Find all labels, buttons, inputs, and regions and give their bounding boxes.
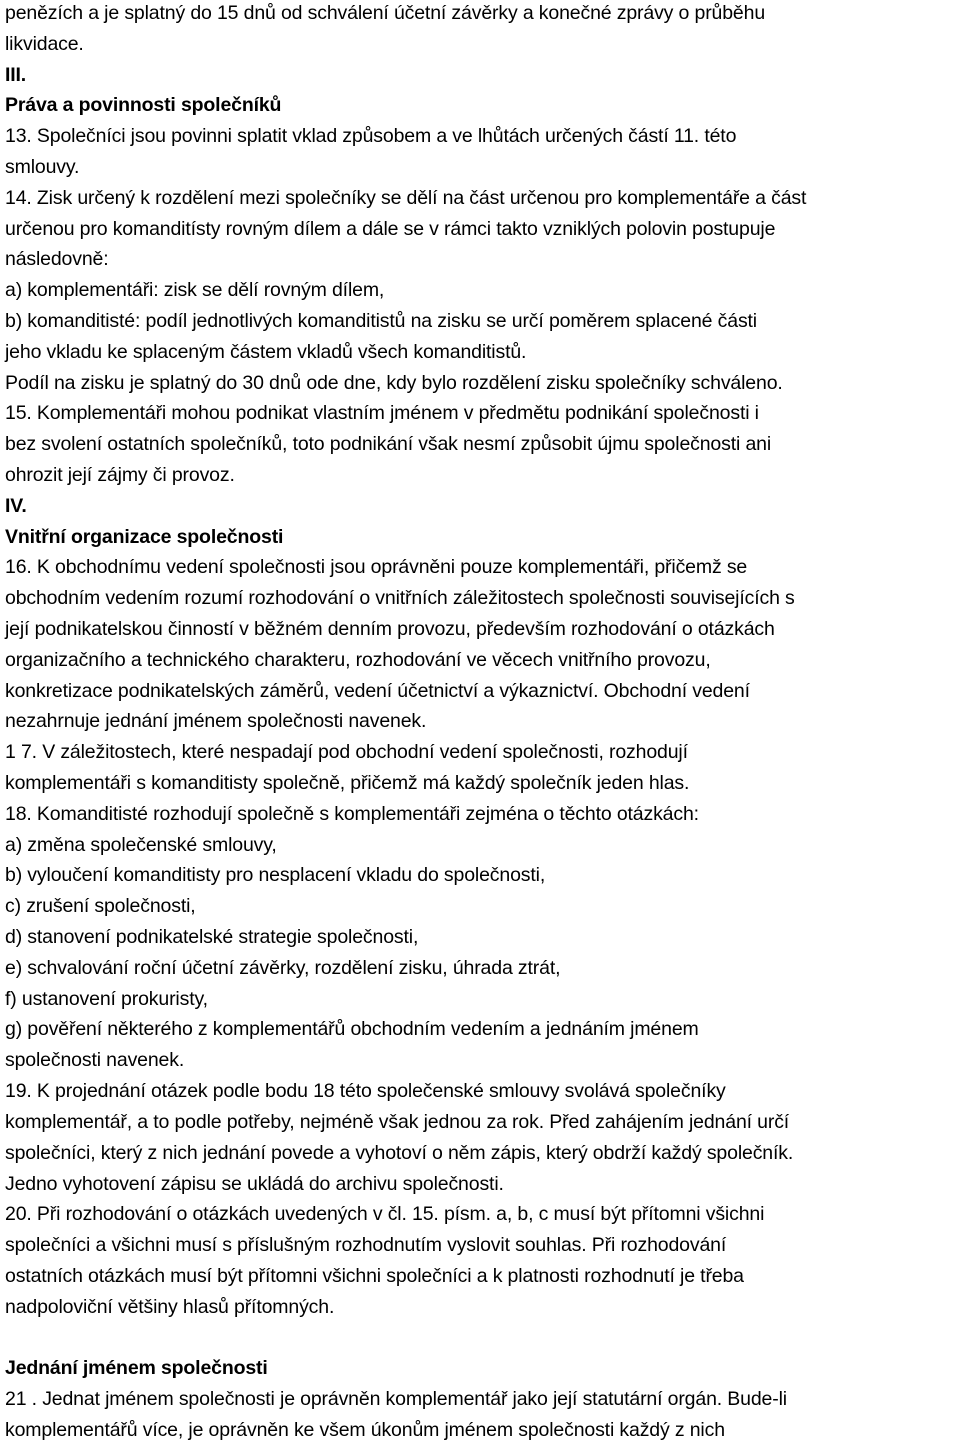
- list-item: g) pověření některého z komplementářů obchodním vedením a jednáním jménem: [5, 1018, 699, 1040]
- text-line: nadpoloviční většiny hlasů přítomných.: [5, 1296, 335, 1318]
- text-line: komplementáři s komanditisty společně, přičemž má každý společník jeden hlas.: [5, 772, 690, 794]
- text-line: 18. Komanditisté rozhodují společně s komplementáři zejména o těchto otázkách:: [5, 803, 699, 825]
- text-line: 16. K obchodnímu vedení společnosti jsou oprávněni pouze komplementáři, přičemž se: [5, 556, 748, 578]
- text-line: komplementář, a to podle potřeby, nejméně však jednou za rok. Před zahájením jednání určí: [5, 1111, 790, 1133]
- text-line: konkretizace podnikatelských záměrů, vedení účetnictví a výkaznictví. Obchodní vedení: [5, 680, 750, 702]
- text-line: ostatních otázkách musí být přítomni všichni společníci a k platnosti rozhodnutí je třeba: [5, 1265, 744, 1287]
- text-line: společníci a všichni musí s příslušným rozhodnutím vyslovit souhlas. Při rozhodování: [5, 1234, 727, 1256]
- text-line: a) komplementáři: zisk se dělí rovným dílem,: [5, 279, 385, 301]
- text-line: organizačního a technického charakteru, rozhodování ve věcech vnitřního provozu,: [5, 649, 711, 671]
- section-number: IV.: [5, 495, 27, 517]
- section-number: III.: [5, 64, 27, 86]
- list-item: c) zrušení společnosti,: [5, 895, 196, 917]
- text-line: 19. K projednání otázek podle bodu 18 této společenské smlouvy svolává společníky: [5, 1080, 726, 1102]
- list-item: d) stanovení podnikatelské strategie společnosti,: [5, 926, 419, 948]
- section-heading: Jednání jménem společnosti: [5, 1357, 268, 1379]
- text-line: Podíl na zisku je splatný do 30 dnů ode dne, kdy bylo rozdělení zisku společníky schváleno.: [5, 372, 783, 394]
- section-heading: Práva a povinnosti společníků: [5, 94, 282, 116]
- text-line: penězích a je splatný do 15 dnů od schválení účetní závěrky a konečné zprávy o průběhu: [5, 2, 766, 24]
- list-item: f) ustanovení prokuristy,: [5, 988, 208, 1010]
- text-line: 1 7. V záležitostech, které nespadají pod obchodní vedení společnosti, rozhodují: [5, 741, 688, 763]
- text-line: bez svolení ostatních společníků, toto podnikání však nesmí způsobit újmu společnosti ani: [5, 433, 772, 455]
- text-line: komplementářů více, je oprávněn ke všem úkonům jménem společnosti každý z nich: [5, 1419, 725, 1441]
- text-line: společnosti navenek.: [5, 1049, 185, 1071]
- text-line: 13. Společníci jsou povinni splatit vklad způsobem a ve lhůtách určených částí 11. této: [5, 125, 737, 147]
- text-line: její podnikatelskou činností v běžném denním provozu, především rozhodování o otázkách: [5, 618, 775, 640]
- text-line: následovně:: [5, 248, 109, 270]
- text-line: jeho vkladu ke splaceným částem vkladů všech komanditistů.: [5, 341, 527, 363]
- text-line: 20. Při rozhodování o otázkách uvedených v čl. 15. písm. a, b, c musí být přítomni všichni: [5, 1203, 765, 1225]
- list-item: e) schvalování roční účetní závěrky, rozdělení zisku, úhrada ztrát,: [5, 957, 561, 979]
- section-heading: Vnitřní organizace společnosti: [5, 526, 284, 548]
- list-item: b) vyloučení komanditisty pro nesplacení vkladu do společnosti,: [5, 864, 546, 886]
- text-line: ohrozit její zájmy či provoz.: [5, 464, 235, 486]
- text-line: určenou pro komanditísty rovným dílem a dále se v rámci takto vzniklých polovin postupuje: [5, 218, 776, 240]
- text-line: b) komanditisté: podíl jednotlivých komanditistů na zisku se určí poměrem splacené části: [5, 310, 757, 332]
- text-line: 14. Zisk určený k rozdělení mezi společníky se dělí na část určenou pro komplementáře a část: [5, 187, 807, 209]
- text-line: nezahrnuje jednání jménem společnosti navenek.: [5, 710, 427, 732]
- text-line: společníci, který z nich jednání povede a vyhotoví o něm zápis, který obdrží každý společník.: [5, 1142, 794, 1164]
- text-line: 15. Komplementáři mohou podnikat vlastním jménem v předmětu podnikání společnosti i: [5, 402, 759, 424]
- text-line: likvidace.: [5, 33, 84, 55]
- text-line: Jedno vyhotovení zápisu se ukládá do archivu společnosti.: [5, 1173, 504, 1195]
- list-item: a) změna společenské smlouvy,: [5, 834, 277, 856]
- text-line: obchodním vedením rozumí rozhodování o vnitřních záležitostech společnosti souvisejících s: [5, 587, 795, 609]
- text-line: 21 . Jednat jménem společnosti je oprávněn komplementář jako její statutární orgán. Bude-li: [5, 1388, 787, 1410]
- text-line: smlouvy.: [5, 156, 80, 178]
